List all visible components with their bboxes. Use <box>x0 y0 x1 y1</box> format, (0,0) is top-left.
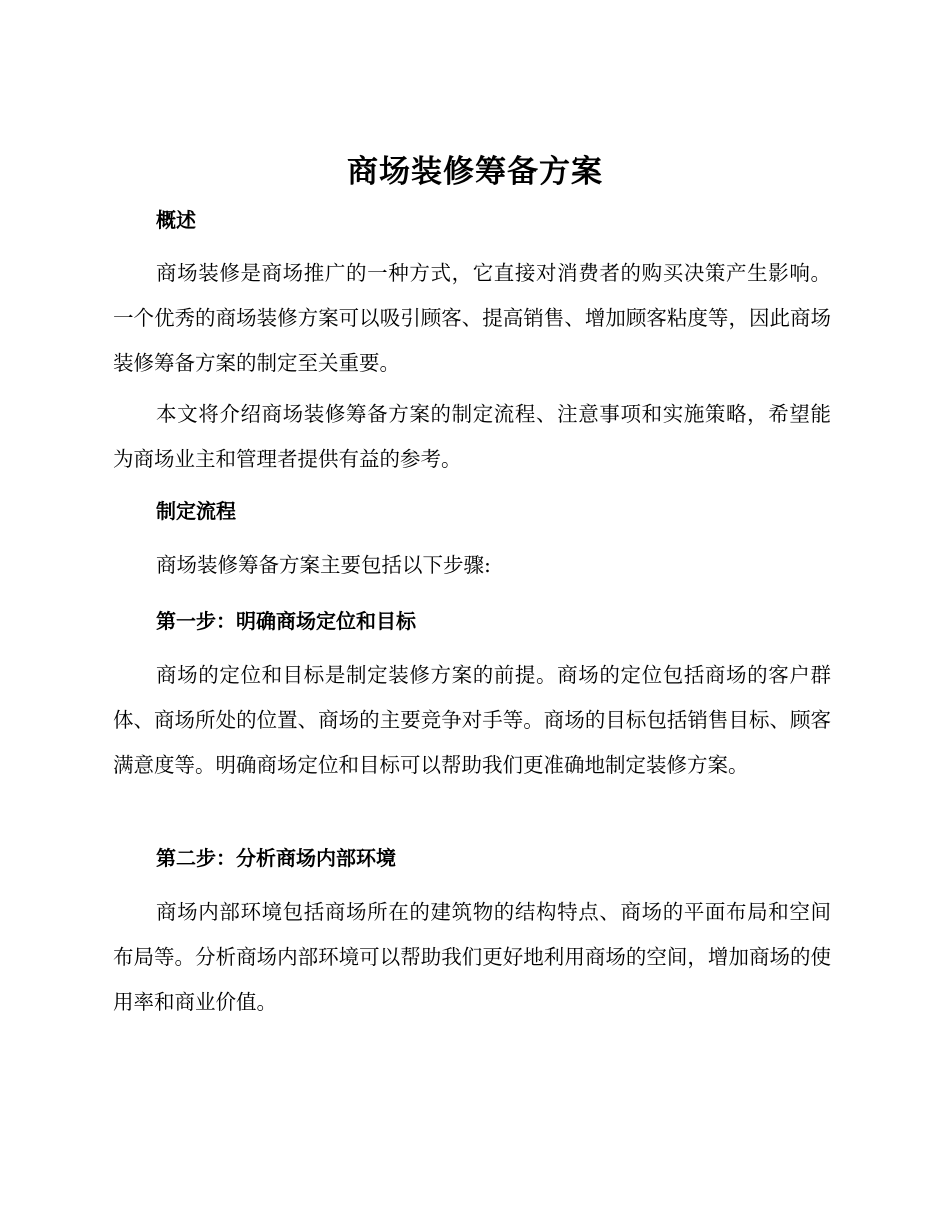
section-heading-overview: 概述 <box>156 208 196 232</box>
paragraph-overview-2: 本文将介绍商场装修筹备方案的制定流程、注意事项和实施策略，希望能为商场业主和管理者提供有益的参考。 <box>113 402 831 471</box>
section-heading-process: 制定流程 <box>156 499 236 523</box>
document-title: 商场装修筹备方案 <box>347 154 603 190</box>
paragraph-step-2: 商场内部环境包括商场所在的建筑物的结构特点、商场的平面布局和空间布局等。分析商场内部环境可以帮助我们更好地利用商场的空间，增加商场的使用率和商业价值。 <box>113 900 831 1014</box>
paragraph-process-intro: 商场装修筹备方案主要包括以下步骤: <box>156 553 491 577</box>
step-heading-2: 第二步：分析商场内部环境 <box>156 846 396 870</box>
paragraph-step-1: 商场的定位和目标是制定装修方案的前提。商场的定位包括商场的客户群体、商场所处的位置、商场的主要竞争对手等。商场的目标包括销售目标、顾客满意度等。明确商场定位和目标可以帮助我们更准确地制定装修方案。 <box>113 663 831 777</box>
step-heading-1: 第一步：明确商场定位和目标 <box>156 609 416 633</box>
paragraph-overview-1: 商场装修是商场推广的一种方式，它直接对消费者的购买决策产生影响。一个优秀的商场装修方案可以吸引顾客、提高销售、增加顾客粘度等，因此商场装修筹备方案的制定至关重要。 <box>113 261 831 375</box>
